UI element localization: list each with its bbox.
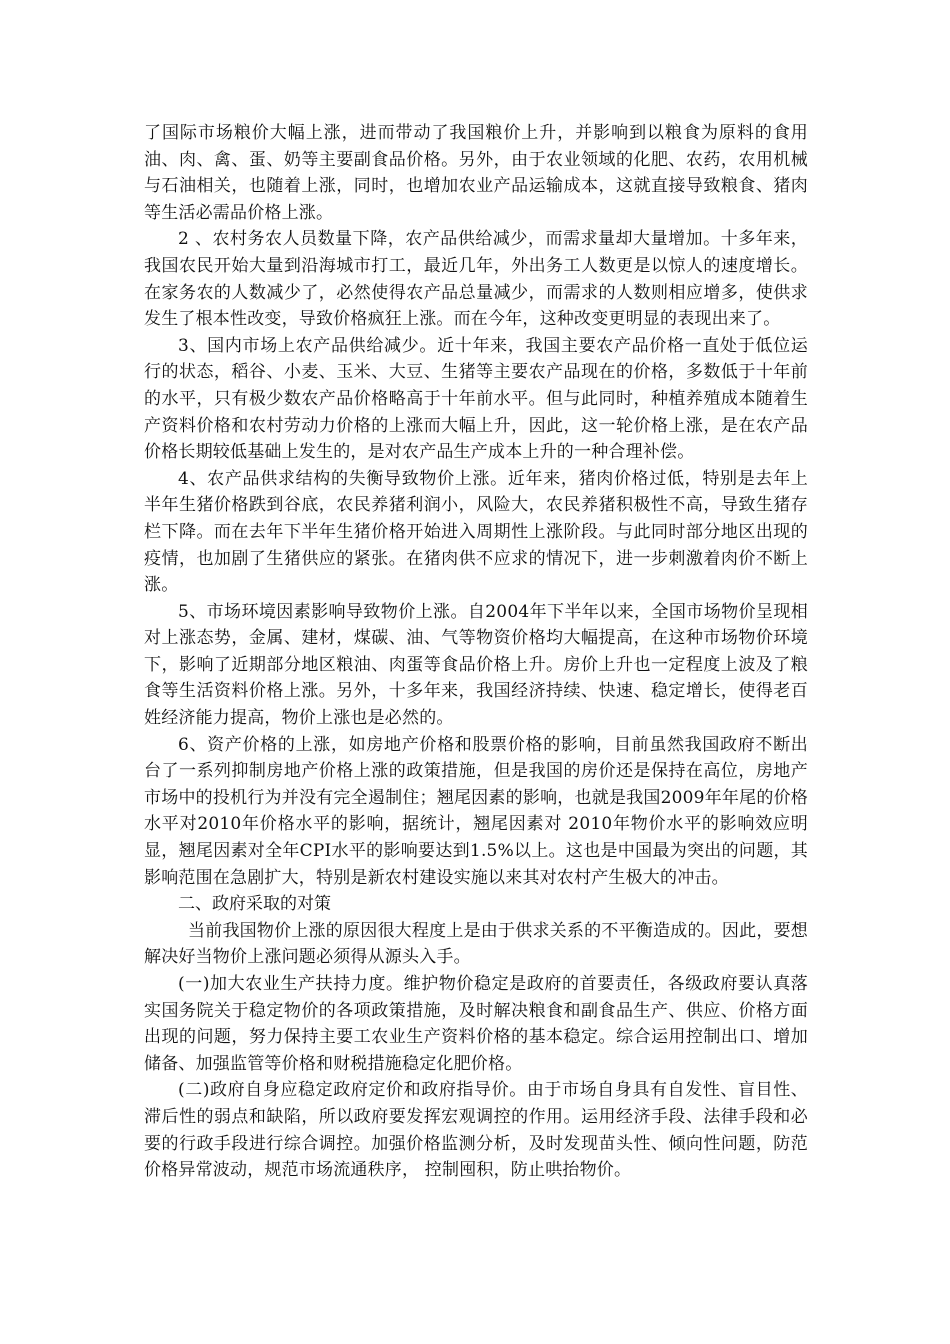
section-heading-countermeasures: 二、政府采取的对策 bbox=[178, 894, 331, 915]
paragraph-cause-5: 5、市场环境因素影响导致物价上涨。自2004年下半年以来，全国市场物价呈现相对上涨态势，金属、建材，煤碳、油、气等物资价格均大幅提高，在这种市场物价环境下，影响了近期部分地区粮油、肉蛋等食品价格上升。房价上升也一定程度上波及了粮食等生活资料价格上涨。另外，十多年来，我国经济持续、快速、稳定增长，使得老百姓经济能力提高，物价上涨也是必然的。 bbox=[144, 601, 808, 729]
document-page bbox=[144, 120, 808, 1184]
paragraph-cause-6: 6、资产价格的上涨，如房地产价格和股票价格的影响，目前虽然我国政府不断出台了一系列抑制房地产价格上涨的政策措施，但是我国的房价还是保持在高位，房地产市场中的投机行为并没有完全遏制住；翘尾因素的影响，也就是我国2009年年尾的价格水平对2010年价格水平的影响，据统计，翘尾因素对 2010年物价水平的影响效应明显，翘尾因素对全年CPI水平的影响要达到1.5%以上。这也是中国最为突出的问题，其影响范围在急剧扩大，特别是新农村建设实施以来其对农村产生极大的冲击。 bbox=[144, 734, 808, 888]
paragraph-intro-countermeasures: 当前我国物价上涨的原因很大程度上是由于供求关系的不平衡造成的。因此，要想解决好当物价上涨问题必须得从源头入手。 bbox=[144, 920, 808, 968]
paragraph-cause-3: 3、国内市场上农产品供给减少。近十年来，我国主要农产品价格一直处于低位运行的状态，稻谷、小麦、玉米、大豆、生猪等主要农产品现在的价格，多数低于十年前的水平，只有极少数农产品价格略高于十年前水平。但与此同时，种植养殖成本随着生产资料价格和农村劳动力价格的上涨而大幅上升，因此，这一轮价格上涨，是在农产品价格长期较低基础上发生的，是对农产品生产成本上升的一种合理补偿。 bbox=[144, 335, 808, 463]
paragraph-cause-2: 2 、农村务农人员数量下降，农产品供给减少，而需求量却大量增加。十多年来，我国农民开始大量到沿海城市打工，最近几年，外出务工人数更是以惊人的速度增长。在家务农的人数减少了，必然使得农产品总量减少，而需求的人数则相应增多，使供求发生了根本性改变，导致价格疯狂上涨。而在今年，这种改变更明显的表现出来了。 bbox=[144, 229, 808, 330]
paragraph-measure-1: (一)加大农业生产扶持力度。维护物价稳定是政府的首要责任，各级政府要认真落实国务院关于稳定物价的各项政策措施，及时解决粮食和副食品生产、供应、价格方面出现的问题，努力保持主要工农业生产资料价格的基本稳定。综合运用控制出口、增加储备、加强监管等价格和财税措施稳定化肥价格。 bbox=[144, 974, 808, 1074]
paragraph-cause-4: 4、农产品供求结构的失衡导致物价上涨。近年来，猪肉价格过低，特别是去年上半年生猪价格跌到谷底，农民养猪利润小，风险大，农民养猪积极性不高，导致生猪存栏下降。而在去年下半年生猪价格开始进入周期性上涨阶段。与此同时部分地区出现的疫情，也加剧了生猪供应的紧张。在猪肉供不应求的情况下，进一步刺激着肉价不断上涨。 bbox=[144, 468, 808, 596]
paragraph-measure-2: (二)政府自身应稳定政府定价和政府指导价。由于市场自身具有自发性、盲目性、滞后性的弱点和缺陷，所以政府要发挥宏观调控的作用。运用经济手段、法律手段和必要的行政手段进行综合调控。加强价格监测分析，及时发现苗头性、倾向性问题，防范价格异常波动，规范市场流通秩序， 控制囤积，防止哄抬物价。 bbox=[144, 1080, 808, 1181]
paragraph-continued: 了国际市场粮价大幅上涨，进而带动了我国粮价上升，并影响到以粮食为原料的食用油、肉、禽、蛋、奶等主要副食品价格。另外，由于农业领域的化肥、农药，农用机械与石油相关，也随着上涨，同时，也增加农业产品运输成本，这就直接导致粮食、猪肉等生活必需品价格上涨。 bbox=[144, 123, 808, 223]
